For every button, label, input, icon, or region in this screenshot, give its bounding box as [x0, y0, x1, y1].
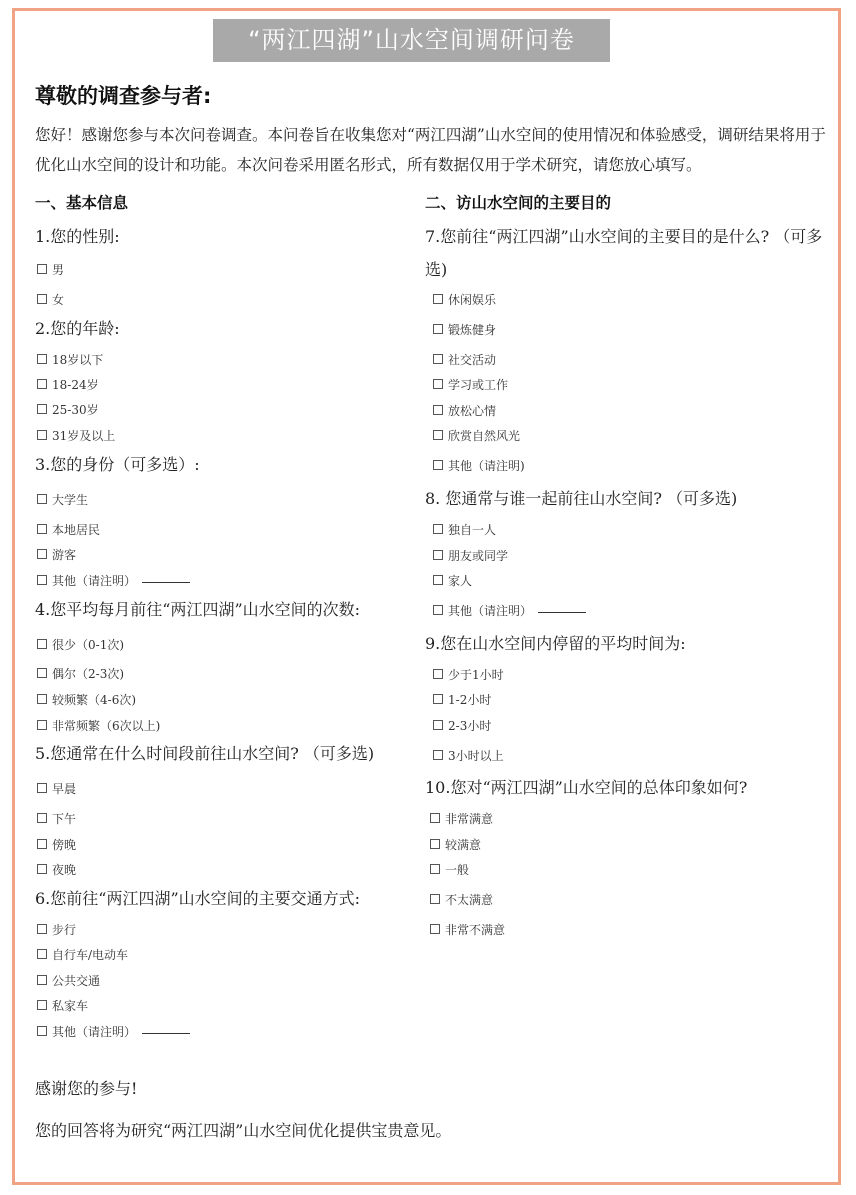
option-label: 男	[52, 263, 65, 277]
option-checkbox[interactable]	[433, 603, 586, 619]
closing-note: 您的回答将为研究“两江四湖”山水空间优化提供宝贵意见。	[35, 1121, 452, 1140]
option-label: 31岁及以上	[52, 429, 116, 443]
option-checkbox[interactable]	[37, 998, 88, 1014]
option-checkbox[interactable]	[37, 862, 76, 878]
checkbox-icon[interactable]	[433, 354, 443, 364]
option-checkbox[interactable]	[433, 522, 496, 538]
option-checkbox[interactable]	[433, 692, 491, 708]
checkbox-icon[interactable]	[37, 354, 47, 364]
checkbox-icon[interactable]	[433, 750, 443, 760]
checkbox-icon[interactable]	[430, 894, 440, 904]
thanks-line: 感谢您的参与!	[35, 1079, 138, 1098]
checkbox-icon[interactable]	[37, 1026, 47, 1036]
option-checkbox[interactable]	[433, 428, 520, 444]
checkbox-icon[interactable]	[433, 324, 443, 334]
option-label: 学习或工作	[448, 378, 509, 392]
checkbox-icon[interactable]	[37, 839, 47, 849]
option-checkbox[interactable]	[37, 922, 76, 938]
checkbox-icon[interactable]	[37, 430, 47, 440]
checkbox-icon[interactable]	[37, 404, 47, 414]
option-label: 18岁以下	[52, 353, 104, 367]
option-label: 不太满意	[445, 893, 494, 907]
option-checkbox[interactable]	[430, 862, 469, 878]
checkbox-icon[interactable]	[37, 783, 47, 793]
option-checkbox[interactable]	[433, 548, 508, 564]
question-7: 7.您前往“两江四湖”山水空间的主要目的是什么? （可多选)	[425, 227, 823, 279]
checkbox-icon[interactable]	[37, 264, 47, 274]
option-checkbox[interactable]	[37, 262, 64, 278]
checkbox-icon[interactable]	[433, 294, 443, 304]
option-label: 18-24岁	[52, 378, 99, 392]
checkbox-icon[interactable]	[37, 720, 47, 730]
checkbox-icon[interactable]	[37, 294, 47, 304]
option-label: 大学生	[52, 493, 89, 507]
fill-in-blank[interactable]	[142, 1032, 190, 1034]
option-checkbox[interactable]	[37, 718, 160, 734]
option-checkbox[interactable]	[37, 522, 100, 538]
question-8: 8. 您通常与谁一起前往山水空间? （可多选)	[425, 489, 738, 508]
option-checkbox[interactable]	[37, 377, 99, 393]
option-label: 25-30岁	[52, 403, 99, 417]
option-checkbox[interactable]	[433, 748, 504, 764]
option-checkbox[interactable]	[433, 352, 496, 368]
option-checkbox[interactable]	[37, 352, 103, 368]
option-label: 步行	[52, 923, 77, 937]
option-checkbox[interactable]	[430, 892, 493, 908]
checkbox-icon[interactable]	[37, 549, 47, 559]
option-checkbox[interactable]	[37, 492, 88, 508]
option-checkbox[interactable]	[37, 973, 100, 989]
option-checkbox[interactable]	[37, 547, 76, 563]
option-checkbox[interactable]	[37, 573, 190, 589]
checkbox-icon[interactable]	[433, 405, 443, 415]
option-checkbox[interactable]	[433, 377, 508, 393]
option-checkbox[interactable]	[37, 428, 115, 444]
checkbox-icon[interactable]	[37, 924, 47, 934]
checkbox-icon[interactable]	[37, 864, 47, 874]
option-label: 傍晚	[52, 838, 77, 852]
option-checkbox[interactable]	[37, 947, 128, 963]
option-checkbox[interactable]	[430, 922, 505, 938]
question-6: 6.您前往“两江四湖”山水空间的主要交通方式:	[35, 889, 361, 908]
checkbox-icon[interactable]	[37, 813, 47, 823]
option-checkbox[interactable]	[433, 718, 491, 734]
option-label: 自行车/电动车	[52, 948, 129, 962]
option-label: 独自一人	[448, 523, 497, 537]
option-label: 偶尔（2-3次)	[52, 667, 125, 681]
checkbox-icon[interactable]	[433, 605, 443, 615]
checkbox-icon[interactable]	[430, 864, 440, 874]
option-checkbox[interactable]	[430, 837, 481, 853]
option-label: 早晨	[52, 782, 77, 796]
checkbox-icon[interactable]	[430, 924, 440, 934]
option-label: 朋友或同学	[448, 549, 509, 563]
checkbox-icon[interactable]	[433, 575, 443, 585]
option-label: 家人	[448, 574, 473, 588]
option-label: 2-3小时	[448, 719, 492, 733]
option-label: 3小时以上	[448, 749, 504, 763]
option-label: 欣赏自然风光	[448, 429, 521, 443]
option-label: 少于1小时	[448, 668, 504, 682]
question-10: 10.您对“两江四湖”山水空间的总体印象如何?	[425, 778, 748, 797]
checkbox-icon[interactable]	[433, 720, 443, 730]
option-label: 公共交通	[52, 974, 101, 988]
greeting-heading: 尊敬的调查参与者:	[35, 84, 212, 108]
section-heading-basic-info: 一、基本信息	[35, 194, 129, 212]
checkbox-icon[interactable]	[433, 550, 443, 560]
checkbox-icon[interactable]	[37, 575, 47, 585]
question-5: 5.您通常在什么时间段前往山水空间? （可多选)	[35, 744, 375, 763]
option-checkbox[interactable]	[433, 292, 496, 308]
checkbox-icon[interactable]	[37, 668, 47, 678]
checkbox-icon[interactable]	[433, 694, 443, 704]
option-label: 其他（请注明）	[52, 1025, 137, 1039]
option-label: 其他（请注明）	[52, 574, 137, 588]
option-checkbox[interactable]	[433, 667, 504, 683]
option-checkbox[interactable]	[37, 1024, 190, 1040]
intro-paragraph: 您好！感谢您参与本次问卷调查。本问卷旨在收集您对“两江四湖”山水空间的使用情况和体验感受，调研结果将用于优化山水空间的设计和功能。本次问卷采用匿名形式，所有数据仅用于学术研究，请您放心填写。	[35, 126, 826, 174]
checkbox-icon[interactable]	[37, 694, 47, 704]
option-label: 非常满意	[445, 812, 494, 826]
checkbox-icon[interactable]	[433, 379, 443, 389]
questionnaire-title: “两江四湖”山水空间调研问卷	[213, 19, 610, 62]
option-checkbox[interactable]	[37, 402, 99, 418]
option-label: 其他（请注明)	[448, 459, 525, 473]
fill-in-blank[interactable]	[142, 581, 190, 583]
option-label: 社交活动	[448, 353, 497, 367]
checkbox-icon[interactable]	[37, 975, 47, 985]
option-checkbox[interactable]	[433, 458, 525, 474]
checkbox-icon[interactable]	[433, 524, 443, 534]
option-checkbox[interactable]	[37, 666, 124, 682]
question-1: 1.您的性别:	[35, 227, 120, 246]
option-label: 一般	[445, 863, 470, 877]
checkbox-icon[interactable]	[37, 524, 47, 534]
checkbox-icon[interactable]	[433, 460, 443, 470]
question-4: 4.您平均每月前往“两江四湖”山水空间的次数:	[35, 600, 361, 619]
option-label: 锻炼健身	[448, 323, 497, 337]
option-label: 1-2小时	[448, 693, 492, 707]
option-label: 本地居民	[52, 523, 101, 537]
checkbox-icon[interactable]	[37, 379, 47, 389]
option-checkbox[interactable]	[433, 403, 496, 419]
question-2: 2.您的年龄:	[35, 319, 120, 338]
option-label: 较满意	[445, 838, 482, 852]
question-9: 9.您在山水空间内停留的平均时间为:	[425, 634, 686, 653]
checkbox-icon[interactable]	[430, 813, 440, 823]
option-checkbox[interactable]	[433, 573, 472, 589]
option-label: 游客	[52, 548, 77, 562]
option-label: 非常频繁（6次以上)	[52, 719, 161, 733]
option-label: 放松心情	[448, 404, 497, 418]
checkbox-icon[interactable]	[433, 669, 443, 679]
option-label: 休闲娱乐	[448, 293, 497, 307]
checkbox-icon[interactable]	[430, 839, 440, 849]
option-label: 私家车	[52, 999, 89, 1013]
checkbox-icon[interactable]	[433, 430, 443, 440]
option-label: 女	[52, 293, 65, 307]
option-checkbox[interactable]	[37, 811, 76, 827]
fill-in-blank[interactable]	[538, 611, 586, 613]
option-checkbox[interactable]	[37, 692, 136, 708]
question-3: 3.您的身份（可多选）:	[35, 455, 200, 474]
option-label: 夜晚	[52, 863, 77, 877]
option-label: 较频繁（4-6次)	[52, 693, 137, 707]
checkbox-icon[interactable]	[37, 1000, 47, 1010]
checkbox-icon[interactable]	[37, 494, 47, 504]
option-label: 其他（请注明）	[448, 604, 533, 618]
option-label: 非常不满意	[445, 923, 506, 937]
option-checkbox[interactable]	[433, 322, 496, 338]
option-label: 很少（0-1次)	[52, 638, 125, 652]
option-checkbox[interactable]	[37, 837, 76, 853]
option-label: 下午	[52, 812, 77, 826]
option-checkbox[interactable]	[430, 811, 493, 827]
option-checkbox[interactable]	[37, 292, 64, 308]
checkbox-icon[interactable]	[37, 949, 47, 959]
checkbox-icon[interactable]	[37, 639, 47, 649]
option-checkbox[interactable]	[37, 637, 124, 653]
option-checkbox[interactable]	[37, 781, 76, 797]
section-heading-visit-purpose: 二、访山水空间的主要目的	[425, 194, 612, 212]
